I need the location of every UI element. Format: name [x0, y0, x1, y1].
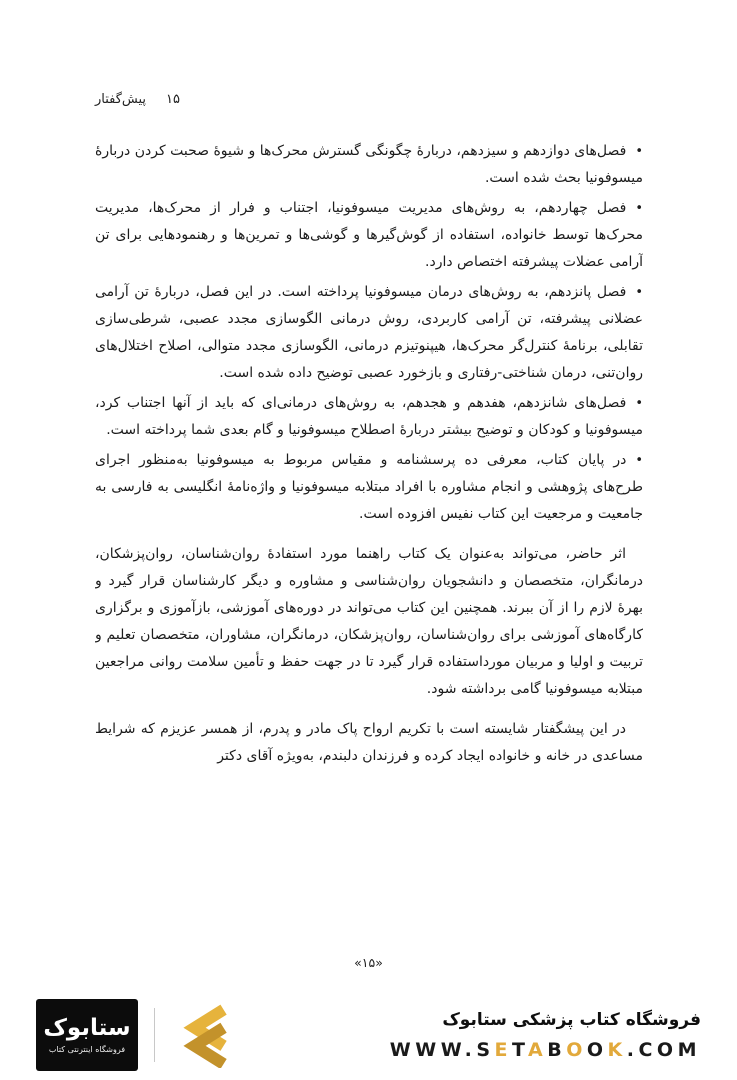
list-item: • در پایان کتاب، معرفی ده پرسشنامه و مقیاس مربوط به میسوفونیا به‌منظور اجرای طرح‌های پژوهشی و انجام مشاوره با افراد مبتلابه میسوفونیا و واژه‌نامهٔ انگلیسی به فارسی به جامعیت و مرجعیت این کتاب نفیس افزوده است. [95, 447, 643, 528]
list-item: • فصل‌های شانزدهم، هفدهم و هجدهم، به روش‌های درمانی‌ای که باید از آنها اجتناب کرد، میسوفونیا و کودکان و توضیح بیشتر دربارهٔ اصطلاح میسوفونیا و گام بعدی شما پرداخته است. [95, 390, 643, 444]
running-head-title: پیش‌گفتار [95, 92, 147, 107]
book-chevron-icon [171, 1002, 229, 1068]
logo-wordmark: ستابوک [43, 1014, 131, 1041]
running-head-page-number: ۱۵ [166, 92, 181, 107]
paragraph: اثر حاضر، می‌تواند به‌عنوان یک کتاب راهنما مورد استفادهٔ روان‌شناسان، روان‌پزشکان، درمانگران، متخصصان و دانشجویان روان‌شناسی و مشاوره و دیگر کارشناسان قرار گیرد و بهرهٔ لازم را از آن ببرند. همچنین این کتاب می‌تواند در دوره‌های آموزشی، بازآموزی و برگزاری کارگاه‌های آموزشی برای روان‌شناسان، روان‌پزشکان، درمانگران، مشاوران، متخصصان تعلیم و تربیت و اولیا و مربیان مورداستفاده قرار گیرد تا در جهت حفظ و تأمین سلامت روانی مراجعین مبتلابه میسوفونیا گامی برداشته شود. [95, 546, 643, 697]
logo-subtitle: فروشگاه اینترنتی کتاب [48, 1044, 126, 1054]
list-item: • فصل چهاردهم، به روش‌های مدیریت میسوفونیا، اجتناب و فرار از محرک‌ها، مدیریت محرک‌ها توسط خانواده، استفاده از گوش‌گیرها و گوشی‌ها و تمرین‌ها و رهنمودهایی برای تن آرامی عضلات پیشرفته اختصاص دارد. [95, 195, 643, 276]
setabook-logo[interactable] [36, 999, 229, 1071]
website-url[interactable]: WWW.SETABOOK.COM [389, 1038, 701, 1061]
list-item: • فصل پانزدهم، به روش‌های درمان میسوفونیا پرداخته است. در این فصل، دربارهٔ تن آرامی عضلانی پیشرفته، تن آرامی کاربردی، روش درمانی الگوسازی مجدد عصبی، شرطی‌سازی تقابلی، برنامهٔ کنترل‌گر محرک‌ها، هیپنوتیزم درمانی، الگوسازی مجدد متوالی، اصلاح اختلال‌های روان‌تنی، درمان شناختی-رفتاری و بازخورد عصبی توضیح داده شده است. [95, 279, 643, 387]
store-title: فروشگاه کتاب پزشکی ستابوک [442, 1009, 701, 1030]
page-number-folio: «۱۵» [354, 955, 383, 970]
logo-divider [154, 1008, 155, 1062]
bullet-list [95, 138, 643, 528]
page-body [95, 138, 643, 956]
paragraph: در این پیشگفتار شایسته است با تکریم ارواح پاک مادر و پدرم، از همسر عزیزم که شرایط مساعدی در خانه و خانواده ایجاد کرده و فرزندان دلبندم، به‌ویژه آقای دکتر [95, 721, 643, 764]
footer-banner [0, 990, 737, 1080]
footer-text [390, 1010, 701, 1061]
list-item: • فصل‌های دوازدهم و سیزدهم، دربارهٔ چگونگی گسترش محرک‌ها و شیوهٔ صحبت کردن دربارهٔ میسوفونیا بحث شده است. [95, 138, 643, 192]
setabook-logo-box [36, 999, 138, 1071]
running-head [95, 92, 180, 107]
